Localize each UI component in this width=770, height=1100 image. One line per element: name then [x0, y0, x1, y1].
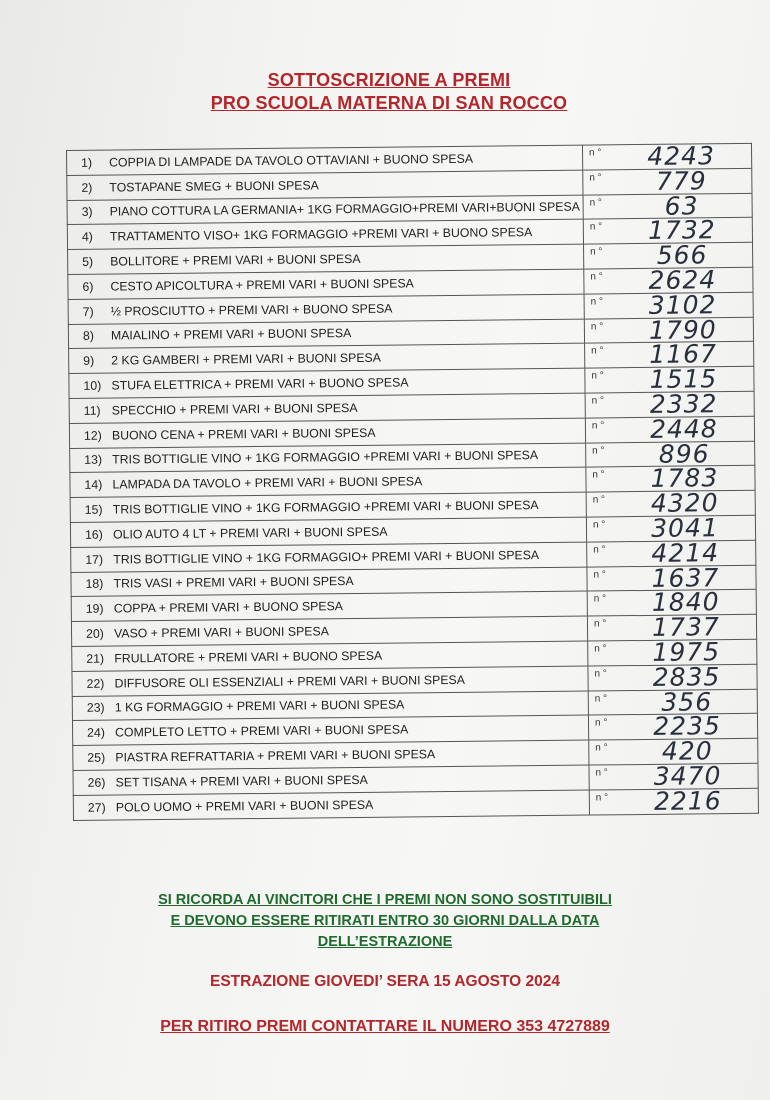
- winners-notice: [0, 890, 770, 953]
- prize-index: 4): [81, 230, 93, 245]
- page-subtitle: PRO SCUOLA MATERNA DI SAN ROCCO: [210, 93, 568, 113]
- number-label: n °: [592, 444, 605, 457]
- winning-number: 3102: [648, 289, 717, 320]
- page-title: SOTTOSCRIZIONE A PREMI: [267, 70, 511, 90]
- prize-description-cell: [73, 790, 589, 820]
- prize-index: 14): [84, 477, 103, 493]
- winning-number: 1167: [649, 339, 718, 370]
- prize-index: 17): [85, 552, 104, 567]
- winning-number: 420: [661, 736, 713, 766]
- prize-index: 10): [83, 378, 102, 393]
- winning-number: 1515: [649, 364, 718, 395]
- prize-index: 6): [82, 279, 94, 294]
- prize-index: 12): [83, 428, 102, 443]
- number-label: n °: [589, 172, 602, 184]
- winning-number: 2235: [653, 711, 722, 742]
- number-label: n °: [590, 246, 603, 258]
- number-label: n °: [590, 296, 603, 308]
- prize-description: FRULLATORE + PREMI VARI + BUONO SPESA: [114, 648, 383, 666]
- prize-index: 25): [87, 750, 106, 765]
- prize-description: TRIS BOTTIGLIE VINO + 1KG FORMAGGIO +PREMI VARI + BUONI SPESA: [112, 498, 539, 517]
- draw-date: ESTRAZIONE GIOVEDI’ SERA 15 AGOSTO 2024: [210, 973, 560, 990]
- prize-description: PIASTRA REFRATTARIA + PREMI VARI + BUONI SPESA: [115, 747, 436, 765]
- winning-number: 4243: [647, 141, 716, 171]
- prize-index: 24): [87, 725, 105, 741]
- prize-index: 16): [84, 527, 103, 542]
- winning-number: 356: [661, 686, 713, 717]
- prize-description: ½ PROSCIUTTO + PREMI VARI + BUONO SPESA: [110, 301, 393, 319]
- prize-description: TRIS VASI + PREMI VARI + BUONI SPESA: [113, 574, 354, 591]
- prize-description: TOSTAPANE SMEG + BUONI SPESA: [109, 178, 319, 195]
- notice-line: E DEVONO ESSERE RITIRATI ENTRO 30 GIORNI DALLA DATA: [170, 913, 600, 929]
- prize-index: 21): [86, 651, 105, 666]
- winning-number: 2624: [648, 265, 717, 295]
- prize-description: 1 KG FORMAGGIO + PREMI VARI + BUONI SPESA: [114, 697, 405, 715]
- prize-index: 3): [81, 205, 93, 220]
- number-label: n °: [595, 742, 608, 754]
- notice-line: DELL’ESTRAZIONE: [317, 934, 453, 950]
- prize-index: 1): [81, 155, 93, 170]
- prize-description: OLIO AUTO 4 LT + PREMI VARI + BUONI SPESA: [112, 524, 388, 542]
- number-label: n °: [590, 271, 603, 283]
- winning-number: 3470: [653, 761, 722, 791]
- number-label: n °: [589, 196, 602, 209]
- prize-description: BOLLITORE + PREMI VARI + BUONI SPESA: [110, 252, 361, 269]
- prize-description: TRATTAMENTO VISO+ 1KG FORMAGGIO +PREMI VARI + BUONO SPESA: [109, 225, 533, 244]
- prize-index: 13): [84, 453, 103, 468]
- winning-number: 1790: [648, 314, 717, 345]
- number-label: n °: [589, 221, 603, 233]
- number-label: n °: [592, 469, 605, 481]
- prize-index: 23): [86, 701, 105, 716]
- winning-number: 1732: [647, 215, 716, 246]
- winning-number: 1975: [652, 637, 721, 667]
- prize-description: POLO UOMO + PREMI VARI + BUONI SPESA: [115, 797, 374, 815]
- number-label: n °: [592, 494, 606, 506]
- winning-number: 2332: [649, 389, 718, 419]
- prize-table: [66, 143, 759, 821]
- prize-description: STUFA ELETTRICA + PREMI VARI + BUONO SPESA: [111, 375, 409, 393]
- prize-description: COPPIA DI LAMPADE DA TAVOLO OTTAVIANI + BUONO SPESA: [109, 151, 474, 170]
- prize-description: PIANO COTTURA LA GERMANIA+ 1KG FORMAGGIO+PREMI VARI+BUONI SPESA: [109, 200, 580, 220]
- prize-index: 7): [82, 304, 94, 319]
- number-label: n °: [595, 792, 609, 804]
- winning-number-cell: [589, 785, 758, 816]
- prize-description: TRIS BOTTIGLIE VINO + 1KG FORMAGGIO +PREMI VARI + BUONI SPESA: [112, 448, 539, 467]
- prize-description: TRIS BOTTIGLIE VINO + 1KG FORMAGGIO+ PREMI VARI + BUONI SPESA: [113, 547, 540, 567]
- prize-index: 27): [87, 800, 106, 815]
- prize-description: MAIALINO + PREMI VARI + BUONI SPESA: [110, 326, 352, 344]
- number-label: n °: [594, 692, 608, 705]
- winning-number: 566: [656, 240, 708, 271]
- winning-number: 4320: [650, 488, 719, 519]
- prize-description: COMPLETO LETTO + PREMI VARI + BUONI SPESA: [115, 722, 409, 740]
- prize-description: 2 KG GAMBERI + PREMI VARI + BUONI SPESA: [111, 350, 381, 368]
- prize-description: LAMPADA DA TAVOLO + PREMI VARI + BUONI SPESA: [112, 474, 423, 492]
- number-label: n °: [595, 767, 608, 779]
- winning-number: 63: [664, 190, 699, 221]
- prize-index: 19): [85, 601, 104, 617]
- number-label: n °: [591, 420, 605, 432]
- winning-number: 1783: [650, 463, 719, 494]
- prize-index: 22): [86, 676, 105, 691]
- number-label: n °: [593, 593, 607, 605]
- prize-description: COPPA + PREMI VARI + BUONO SPESA: [113, 599, 344, 616]
- prize-index: 11): [83, 403, 101, 418]
- prize-index: 15): [84, 502, 103, 517]
- number-label: n °: [588, 147, 602, 159]
- number-label: n °: [593, 544, 606, 556]
- prize-index: 26): [87, 775, 106, 790]
- prize-table-body: [67, 143, 759, 820]
- prize-index: 8): [82, 329, 94, 344]
- winning-number: 3041: [651, 513, 719, 543]
- prize-description: VASO + PREMI VARI + BUONI SPESA: [113, 624, 329, 641]
- prize-description: CESTO APICOLTURA + PREMI VARI + BUONI SPESA: [110, 276, 414, 294]
- winning-number: 1637: [651, 562, 720, 593]
- number-label: n °: [594, 643, 607, 655]
- number-label: n °: [592, 519, 606, 531]
- prize-index: 9): [83, 353, 95, 369]
- winning-number: 779: [655, 166, 707, 196]
- prize-description: SET TISANA + PREMI VARI + BUONI SPESA: [115, 772, 368, 790]
- number-label: n °: [591, 370, 604, 382]
- winning-number: 1840: [651, 587, 720, 618]
- number-label: n °: [593, 618, 607, 630]
- prize-index: 18): [85, 577, 104, 592]
- number-label: n °: [591, 395, 605, 407]
- prize-index: 20): [85, 626, 104, 641]
- number-label: n °: [593, 568, 606, 581]
- winning-number: 2216: [653, 785, 722, 816]
- number-label: n °: [591, 345, 604, 357]
- prize-description: BUONO CENA + PREMI VARI + BUONI SPESA: [111, 425, 376, 443]
- prize-index: 5): [82, 254, 94, 269]
- number-label: n °: [590, 320, 604, 333]
- winning-number: 2448: [649, 413, 718, 444]
- notice-line: SI RICORDA AI VINCITORI CHE I PREMI NON SONO SOSTITUIBILI: [158, 892, 612, 908]
- winning-number: 2835: [652, 661, 721, 692]
- prize-description: SPECCHIO + PREMI VARI + BUONI SPESA: [111, 400, 358, 418]
- contact-info: PER RITIRO PREMI CONTATTARE IL NUMERO 353 4727889: [160, 1018, 610, 1035]
- winning-number: 4214: [651, 537, 720, 568]
- number-label: n °: [594, 717, 608, 729]
- number-label: n °: [594, 668, 607, 680]
- winning-number: 1737: [652, 612, 720, 643]
- prize-index: 2): [81, 180, 93, 195]
- prize-description: DIFFUSORE OLI ESSENZIALI + PREMI VARI + BUONI SPESA: [114, 672, 465, 691]
- winning-number: 896: [658, 438, 710, 469]
